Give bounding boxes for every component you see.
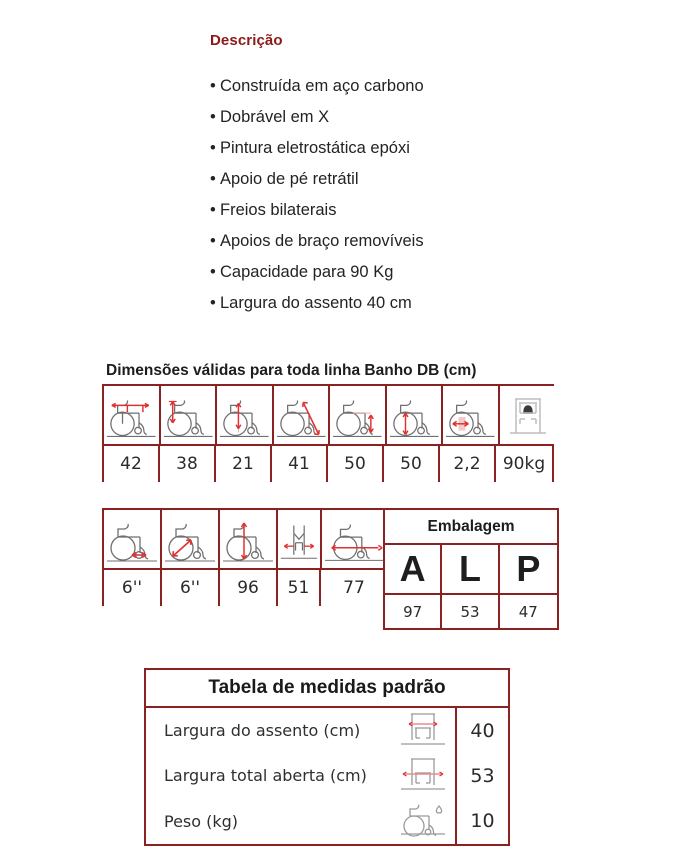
wheelchair-total-length-icon: [322, 510, 390, 568]
table-cell: 90kg: [496, 446, 552, 482]
bullet-icon: •: [210, 170, 216, 188]
packaging-letters-row: [385, 545, 557, 593]
list-item-label: Freios bilaterais: [220, 201, 337, 219]
table-cell: L: [442, 545, 499, 593]
table-cell: 38: [160, 446, 216, 482]
list-item: [210, 71, 650, 102]
list-item: [210, 133, 650, 164]
table-row: [146, 799, 508, 844]
row-value: 40: [455, 708, 508, 753]
list-item: [210, 102, 650, 133]
wheelchair-seat-width-front-icon: [390, 708, 455, 753]
bullet-icon: •: [210, 232, 216, 250]
description-list: [210, 71, 650, 319]
list-item: [210, 257, 650, 288]
bullet-icon: •: [210, 77, 216, 95]
standard-measures-table: [144, 668, 510, 846]
list-item-label: Pintura eletrostática epóxi: [220, 139, 410, 157]
list-item-label: Apoios de braço removíveis: [220, 232, 424, 250]
list-item-label: Construída em aço carbono: [220, 77, 424, 95]
table-cell: 41: [272, 446, 328, 482]
row-label: Largura do assento (cm): [164, 721, 361, 741]
row-label: Largura total aberta (cm): [164, 766, 367, 786]
wheelchair-caster-width-icon: [443, 386, 500, 444]
dimensions-icon-row: [104, 386, 552, 444]
table-cell: P: [500, 545, 557, 593]
list-item-label: Largura do assento 40 cm: [220, 294, 412, 312]
description-block: [210, 32, 650, 319]
wheelchair-height-icon: [220, 510, 278, 568]
table-cell: A: [385, 545, 442, 593]
wheelchair-folded-width-icon: [278, 510, 322, 568]
standard-table-title: Tabela de medidas padrão: [146, 670, 508, 708]
wheelchair-rear-wheel-diameter-icon: [387, 386, 444, 444]
table-cell: 2,2: [440, 446, 496, 482]
bullet-icon: •: [210, 108, 216, 126]
wheelchair-front-wheel-icon: [104, 510, 162, 568]
dimensions-table-title: Dimensões válidas para toda linha Banho DB (cm): [106, 362, 477, 379]
wheelchair-total-height-icon: [330, 386, 387, 444]
table-cell: 96: [220, 570, 278, 606]
extra-dimensions-table: [102, 508, 389, 606]
dimensions-table: [102, 384, 554, 482]
table-cell: 50: [384, 446, 440, 482]
wheelchair-weight-icon: [390, 799, 455, 844]
extra-values-row: [104, 568, 387, 606]
list-item: [210, 164, 650, 195]
wheelchair-wheel-diagonal-icon: [162, 510, 220, 568]
table-cell: 6'': [162, 570, 220, 606]
bullet-icon: •: [210, 294, 216, 312]
row-value: 53: [455, 753, 508, 798]
table-cell: 50: [328, 446, 384, 482]
table-row: [146, 708, 508, 753]
packaging-table-title: Embalagem: [385, 510, 557, 545]
table-cell: 97: [385, 595, 442, 628]
list-item-label: Capacidade para 90 Kg: [220, 263, 394, 281]
wheelchair-backrest-height-icon: [161, 386, 218, 444]
wheelchair-seat-width-icon: [104, 386, 161, 444]
bullet-icon: •: [210, 263, 216, 281]
dimensions-values-row: [104, 444, 552, 482]
packaging-table: [383, 508, 559, 630]
list-item: [210, 195, 650, 226]
wheelchair-total-width-front-icon: [390, 753, 455, 798]
list-item-label: Apoio de pé retrátil: [220, 170, 359, 188]
bullet-icon: •: [210, 139, 216, 157]
table-row: [146, 753, 508, 798]
table-cell: 21: [216, 446, 272, 482]
table-cell: 6'': [104, 570, 162, 606]
table-cell: 77: [321, 570, 387, 606]
row-label: Peso (kg): [164, 811, 239, 831]
table-cell: 42: [104, 446, 160, 482]
wheelchair-front-view-icon: [500, 386, 556, 444]
row-value: 10: [455, 799, 508, 844]
list-item-label: Dobrável em X: [220, 108, 330, 126]
packaging-values-row: [385, 593, 557, 626]
wheelchair-seat-height-icon: [217, 386, 274, 444]
table-cell: 47: [500, 595, 557, 628]
description-heading: Descrição: [210, 32, 283, 49]
list-item: [210, 288, 650, 319]
table-cell: 53: [442, 595, 499, 628]
bullet-icon: •: [210, 201, 216, 219]
table-cell: 51: [278, 570, 321, 606]
extra-icon-row: [104, 510, 387, 568]
list-item: [210, 226, 650, 257]
wheelchair-backrest-angle-icon: [274, 386, 331, 444]
